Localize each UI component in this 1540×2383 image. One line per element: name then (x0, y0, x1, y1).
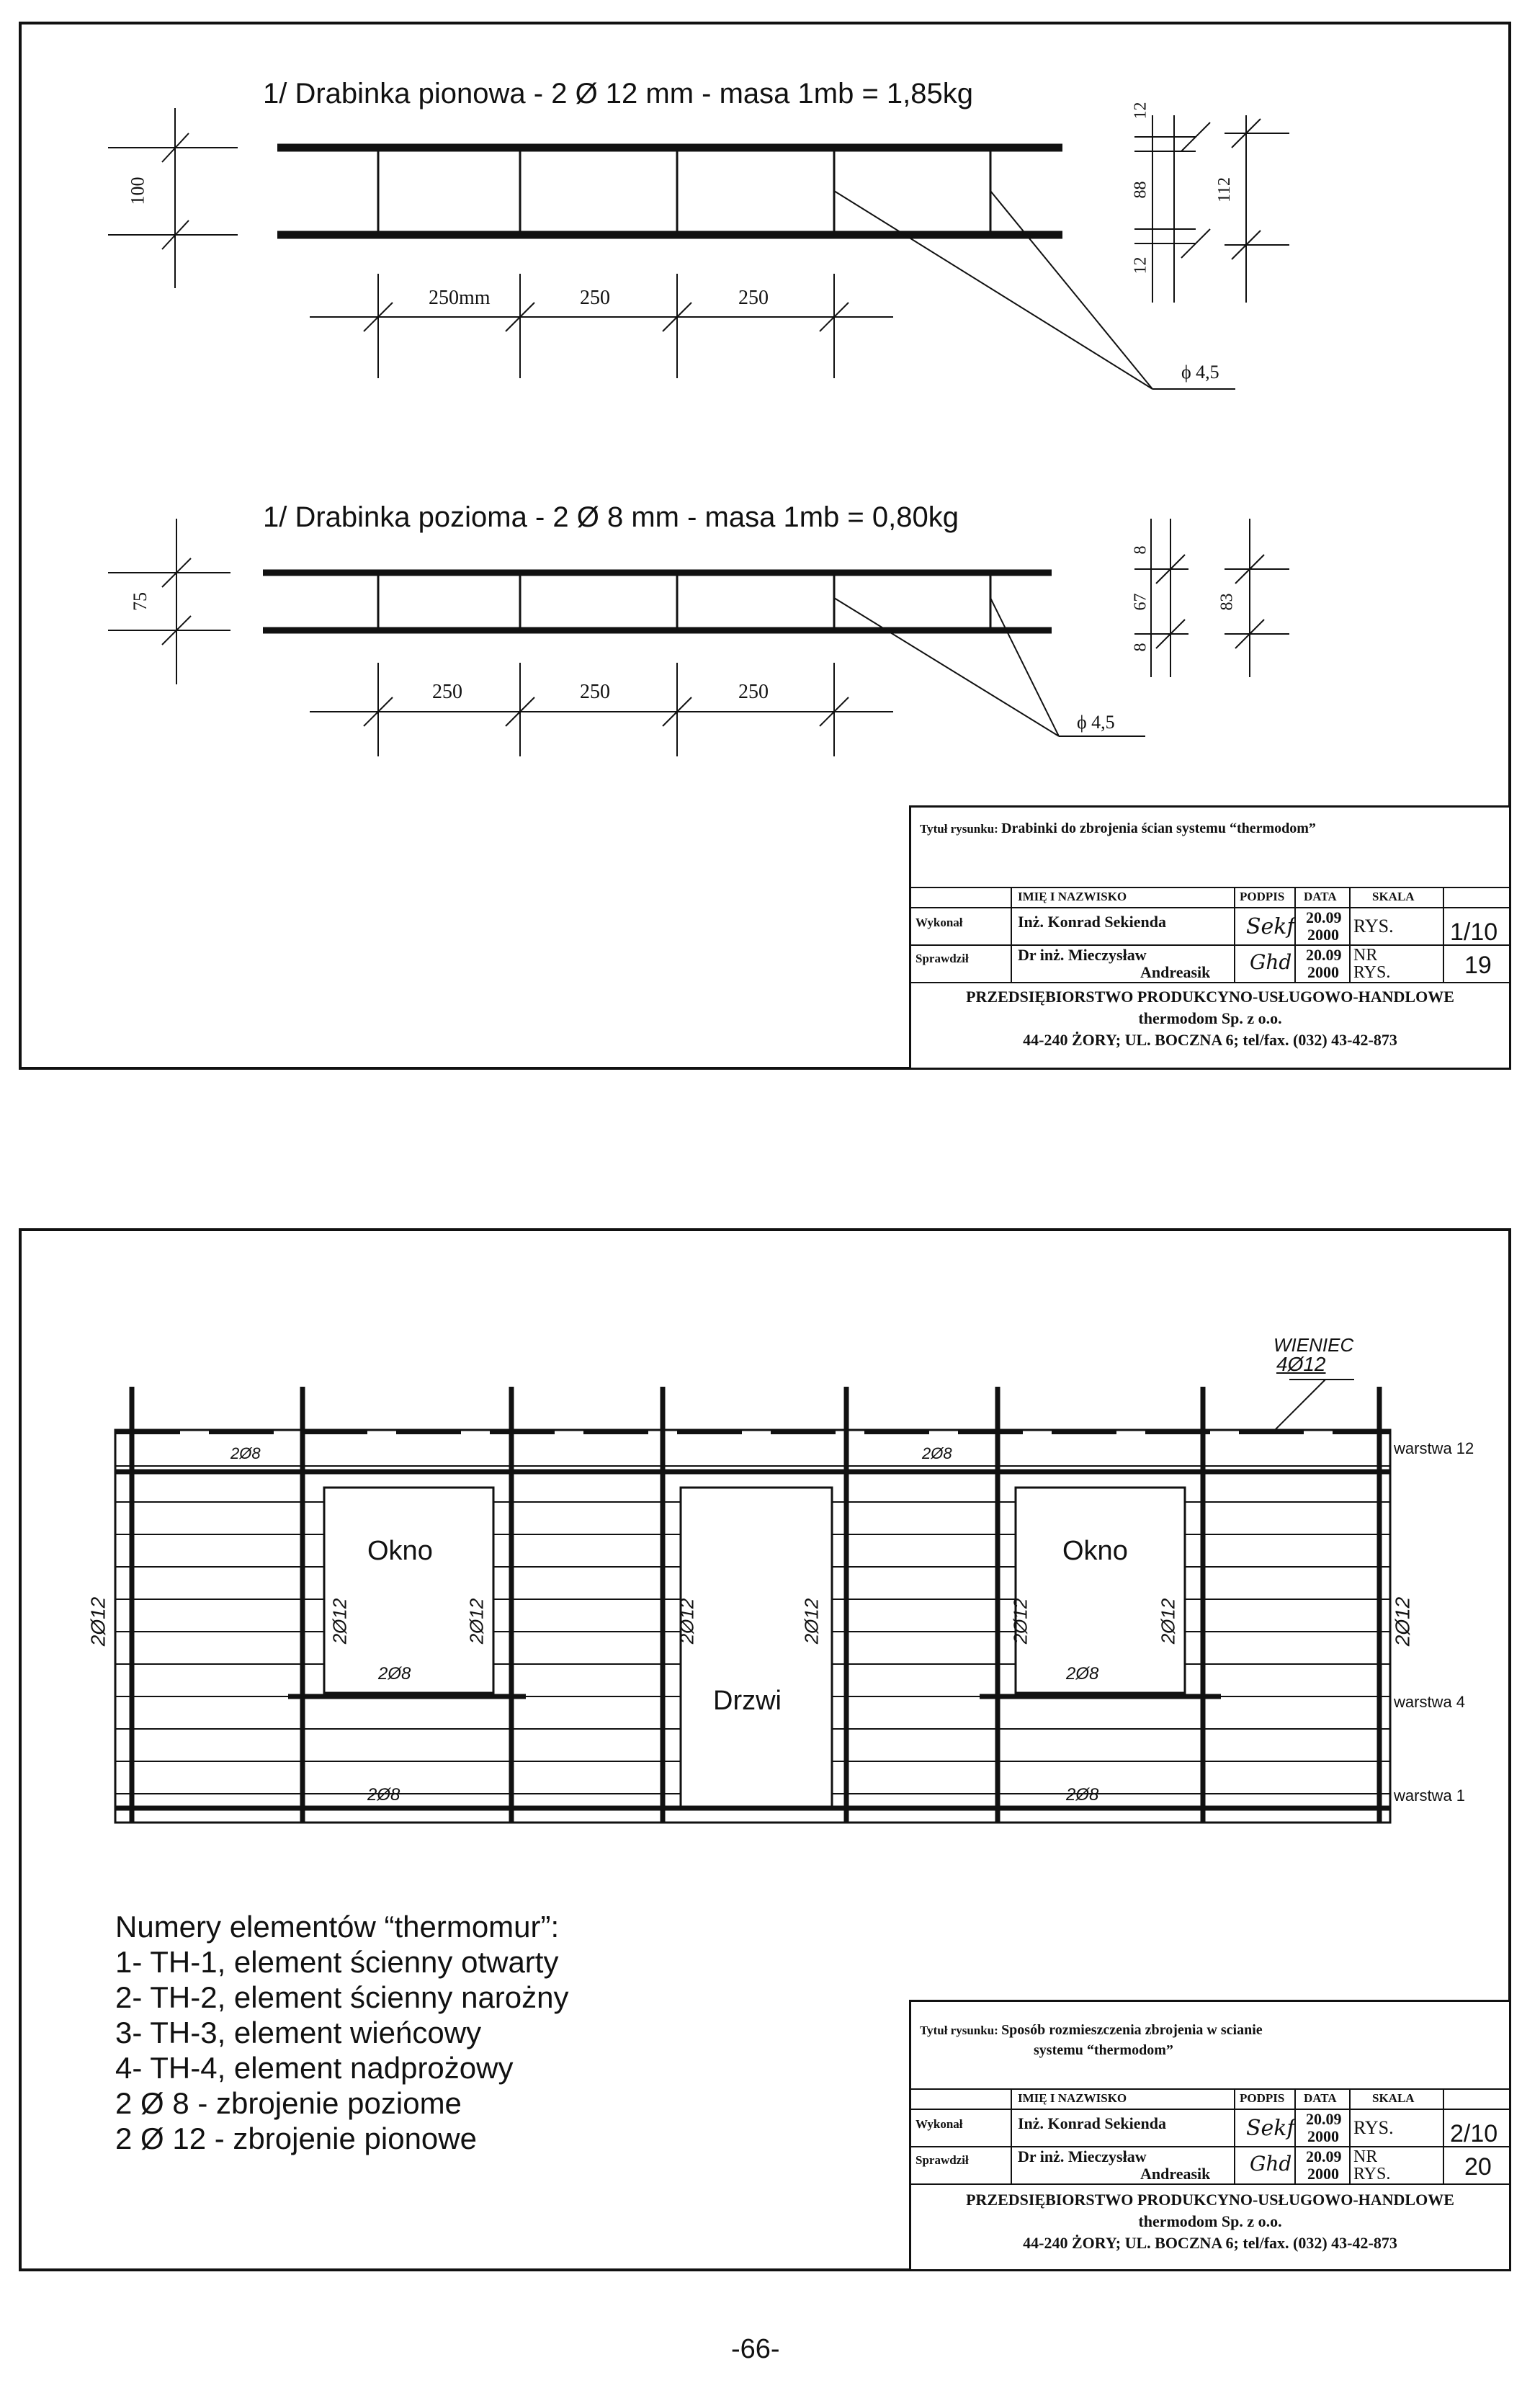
company-line-1: PRZEDSIĘBIORSTWO PRODUKCYNO-USŁUGOWO-HANDLOWE (966, 988, 1454, 1006)
dim-h-right-8-top: 8 (1131, 545, 1150, 555)
drawing-title-2b: systemu “thermodom” (1034, 2042, 1173, 2058)
rys-label: RYS. (1353, 916, 1394, 936)
col-date: DATA (1304, 890, 1337, 903)
rys-label-2: RYS. (1353, 2117, 1394, 2138)
made-by-label-2: Wykonał (916, 2117, 963, 2131)
nr-label: NR (1353, 946, 1378, 965)
dim-spacing-1: 250mm (429, 287, 491, 309)
signature-1: Sekf (1246, 914, 1295, 939)
title-label-2: Tytuł rysunku: (920, 2024, 998, 2037)
element-legend (115, 1909, 569, 2156)
dim-spacing-2: 250 (580, 287, 610, 309)
dim-h-spacing-3: 250 (738, 681, 769, 703)
rebar-v-label-3: 2Ø12 (465, 1598, 488, 1645)
dim-h-right-83: 83 (1217, 593, 1237, 611)
nr-value: 19 (1464, 952, 1492, 979)
legend-item-6: 2 Ø 12 - zbrojenie pionowe (115, 2122, 477, 2155)
dim-right-88: 88 (1131, 181, 1150, 199)
date-3-line2: 2000 (1307, 2127, 1339, 2145)
legend-item-5: 2 Ø 8 - zbrojenie poziome (115, 2086, 462, 2120)
rebar-v-label-7: 2Ø12 (1157, 1598, 1179, 1645)
nr-rys-label-2: RYS. (1353, 2165, 1391, 2183)
wieniec-label: WIENIEC (1273, 1334, 1354, 1356)
signature-2: Ghd (1250, 950, 1292, 974)
page-number: -66- (731, 2334, 780, 2364)
company-line-5: thermodom Sp. z o.o. (1138, 2212, 1282, 2230)
layer-4-label: warstwa 4 (1394, 1693, 1466, 1711)
rys-value-2: 2/10 (1450, 2120, 1498, 2147)
made-by-label: Wykonał (916, 916, 963, 929)
window-label-right: Okno (1062, 1536, 1128, 1566)
rys-value: 1/10 (1450, 918, 1498, 946)
legend-item-2: 2- TH-2, element ścienny narożny (115, 1980, 569, 2014)
title-block-2 (909, 2000, 1511, 2271)
col-sign: PODPIS (1240, 890, 1285, 903)
signature-3: Sekf (1246, 2116, 1295, 2141)
door-label: Drzwi (713, 1686, 782, 1716)
signature-4: Ghd (1250, 2152, 1292, 2176)
layer-12-label: warstwa 12 (1394, 1439, 1474, 1457)
layer-1-label: warstwa 1 (1394, 1787, 1466, 1805)
dim-h-right-67: 67 (1131, 593, 1150, 611)
drawing-title: Drabinki do zbrojenia ścian systemu “thermodom” (1001, 821, 1316, 836)
window-label-left: Okno (367, 1536, 433, 1566)
dim-right-12-bot: 12 (1131, 256, 1150, 274)
rebar-h-label-6: 2Ø8 (922, 1444, 952, 1462)
vertical-ladder (108, 108, 1289, 389)
date-4-line1: 20.09 (1306, 2147, 1342, 2165)
rebar-h-label-1: 2Ø8 (378, 1664, 411, 1684)
checked-by-4: Andreasik (1140, 2165, 1211, 2183)
dim-spacing-3: 250 (738, 287, 769, 309)
checked-label-2: Sprawdził (916, 2153, 969, 2167)
dim-height-100: 100 (127, 176, 148, 205)
nr-rys-label: RYS. (1353, 963, 1391, 982)
col-date-2: DATA (1304, 2091, 1337, 2105)
title-label: Tytuł rysunku: (920, 822, 998, 836)
col-sign-2: PODPIS (1240, 2091, 1285, 2105)
rebar-v-label-5: 2Ø12 (800, 1598, 823, 1645)
date-2-line1: 20.09 (1306, 946, 1342, 964)
company-line-4: PRZEDSIĘBIORSTWO PRODUKCYNO-USŁUGOWO-HANDLOWE (966, 2191, 1454, 2209)
date-3-line1: 20.09 (1306, 2110, 1342, 2128)
horizontal-ladder-title: 1/ Drabinka pozioma - 2 Ø 8 mm - masa 1mb = 0,80kg (263, 501, 959, 533)
nr-value-2: 20 (1464, 2153, 1492, 2181)
rebar-v-label-6: 2Ø12 (1009, 1598, 1031, 1645)
title-block-1 (909, 805, 1511, 1070)
rebar-v-label-4: 2Ø12 (676, 1598, 698, 1645)
date-1-line2: 2000 (1307, 926, 1339, 944)
wire-diameter-label: ϕ 4,5 (1181, 362, 1219, 383)
legend-item-1: 1- TH-1, element ścienny otwarty (115, 1945, 559, 1979)
checked-by-2: Andreasik (1140, 963, 1211, 981)
company-line-2: thermodom Sp. z o.o. (1138, 1009, 1282, 1027)
dim-h-spacing-2: 250 (580, 681, 610, 703)
made-by-2: Inż. Konrad Sekienda (1018, 2114, 1166, 2132)
col-scale-2: SKALA (1372, 2091, 1415, 2105)
dim-h-spacing-1: 250 (432, 681, 462, 703)
date-1-line1: 20.09 (1306, 908, 1342, 926)
dim-right-112: 112 (1215, 176, 1235, 203)
rebar-v-label-1: 2Ø12 (86, 1596, 109, 1647)
wire-diameter-label-2: ϕ 4,5 (1077, 712, 1115, 733)
rebar-h-label-5: 2Ø8 (230, 1444, 261, 1462)
col-name: IMIĘ I NAZWISKO (1018, 890, 1127, 903)
col-scale: SKALA (1372, 890, 1415, 903)
rebar-v-label-2: 2Ø12 (328, 1598, 351, 1645)
dim-height-75: 75 (130, 592, 151, 611)
vertical-ladder-title: 1/ Drabinka pionowa - 2 Ø 12 mm - masa 1mb = 1,85kg (263, 78, 974, 109)
date-4-line2: 2000 (1307, 2165, 1339, 2183)
wieniec-rebar-label: 4Ø12 (1276, 1353, 1326, 1375)
rebar-h-label-2: 2Ø8 (1066, 1664, 1099, 1684)
legend-item-3: 3- TH-3, element wieńcowy (115, 2016, 482, 2049)
checked-label: Sprawdził (916, 952, 969, 965)
legend-item-4: 4- TH-4, element nadprożowy (115, 2051, 514, 2085)
rebar-h-label-3: 2Ø8 (367, 1785, 400, 1805)
col-name-2: IMIĘ I NAZWISKO (1018, 2091, 1127, 2105)
checked-by-3: Dr inż. Mieczysław (1018, 2147, 1147, 2165)
made-by: Inż. Konrad Sekienda (1018, 913, 1166, 931)
nr-label-2: NR (1353, 2147, 1378, 2166)
rebar-h-label-4: 2Ø8 (1066, 1785, 1099, 1805)
company-line-6: 44-240 ŻORY; UL. BOCZNA 6; tel/fax. (032) 43-42-873 (1023, 2234, 1397, 2252)
dim-right-12-top: 12 (1131, 102, 1150, 120)
date-2-line2: 2000 (1307, 963, 1339, 981)
legend-title: Numery elementów “thermomur”: (115, 1910, 560, 1944)
drawing-title-2a: Sposób rozmieszczenia zbrojenia w scianie (1001, 2022, 1263, 2038)
rebar-v-label-8: 2Ø12 (1391, 1596, 1414, 1647)
dim-h-right-8-bot: 8 (1131, 643, 1150, 652)
checked-by-1: Dr inż. Mieczysław (1018, 946, 1147, 964)
company-line-3: 44-240 ŻORY; UL. BOCZNA 6; tel/fax. (032) 43-42-873 (1023, 1031, 1397, 1049)
